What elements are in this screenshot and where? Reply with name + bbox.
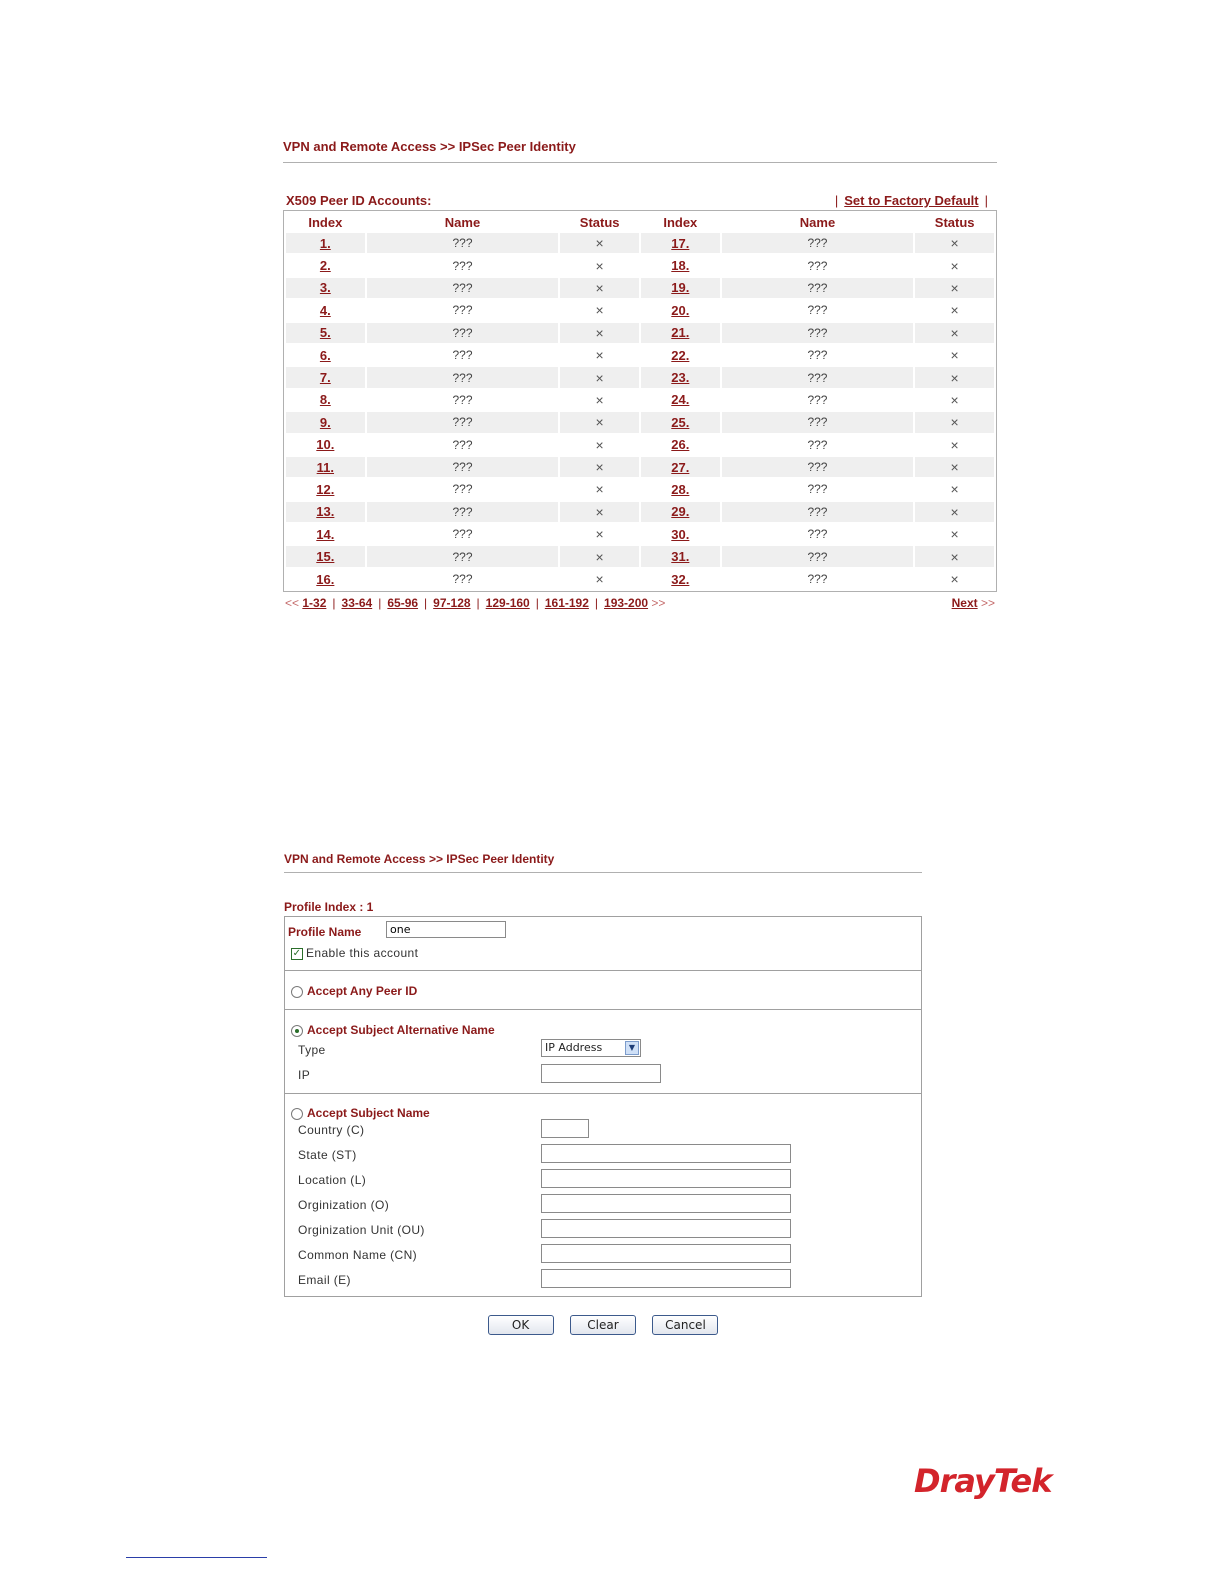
pager-separator: | bbox=[424, 596, 428, 611]
accounts-title: X509 Peer ID Accounts: bbox=[286, 193, 432, 208]
set-factory-default-link[interactable]: Set to Factory Default bbox=[844, 193, 979, 208]
subject-field-label: Orginization Unit (OU) bbox=[298, 1223, 425, 1237]
subject-field-label: Country (C) bbox=[298, 1123, 365, 1137]
peer-id-list-screen bbox=[283, 138, 997, 612]
index-link[interactable]: 22. bbox=[671, 347, 690, 363]
type-select-value: IP Address bbox=[545, 1041, 603, 1054]
page-link[interactable]: 129-160 bbox=[485, 596, 530, 611]
status-icon: × bbox=[560, 546, 639, 566]
index-cell bbox=[286, 367, 365, 387]
index-cell bbox=[641, 300, 720, 320]
enable-account-label: Enable this account bbox=[306, 946, 419, 960]
enable-account-row[interactable] bbox=[291, 946, 418, 960]
index-link[interactable]: 7. bbox=[319, 370, 331, 386]
table-row bbox=[286, 569, 994, 589]
footer-line bbox=[126, 1557, 267, 1558]
name-cell: ??? bbox=[807, 527, 828, 542]
index-cell bbox=[286, 278, 365, 298]
table-row bbox=[286, 524, 994, 544]
name-cell: ??? bbox=[452, 392, 473, 407]
accept-any-radio[interactable] bbox=[291, 986, 303, 998]
status-icon: × bbox=[560, 233, 639, 253]
name-cell: ??? bbox=[452, 437, 473, 452]
name-cell: ??? bbox=[367, 457, 559, 477]
accounts-table bbox=[283, 210, 997, 592]
page-link[interactable]: 97-128 bbox=[433, 596, 471, 611]
name-cell: ??? bbox=[367, 546, 559, 566]
col-header-name-2: Name bbox=[799, 214, 836, 230]
accept-alt-section bbox=[285, 1009, 921, 1093]
status-icon: × bbox=[950, 302, 959, 319]
name-cell: ??? bbox=[452, 348, 473, 363]
index-link[interactable]: 16. bbox=[316, 571, 335, 587]
table-row bbox=[286, 323, 994, 343]
name-cell: ??? bbox=[452, 258, 473, 273]
accept-alt-radio[interactable] bbox=[291, 1025, 303, 1037]
ip-label: IP bbox=[298, 1068, 311, 1082]
accounts-header bbox=[283, 193, 997, 209]
type-select[interactable] bbox=[541, 1039, 641, 1057]
table-row bbox=[286, 367, 994, 387]
clear-button[interactable]: Clear bbox=[570, 1315, 636, 1335]
subject-field-input[interactable] bbox=[541, 1219, 791, 1238]
index-link[interactable]: 1. bbox=[319, 235, 331, 251]
index-cell bbox=[641, 255, 720, 275]
page-link[interactable]: 1-32 bbox=[302, 596, 327, 611]
col-header-index: Index bbox=[308, 214, 343, 230]
index-link[interactable]: 9. bbox=[319, 414, 331, 430]
name-cell: ??? bbox=[722, 502, 914, 522]
status-icon: × bbox=[560, 367, 639, 387]
subject-field-label: Common Name (CN) bbox=[298, 1248, 418, 1262]
status-icon: × bbox=[915, 457, 994, 477]
table-row bbox=[286, 412, 994, 432]
draytek-logo: DrayTek bbox=[914, 1462, 1052, 1500]
index-link[interactable]: 28. bbox=[671, 481, 690, 497]
status-icon: × bbox=[595, 436, 604, 453]
status-icon: × bbox=[595, 526, 604, 543]
index-link[interactable]: 14. bbox=[316, 526, 335, 542]
index-cell bbox=[641, 546, 720, 566]
index-link[interactable]: 31. bbox=[671, 549, 690, 565]
table-row bbox=[286, 233, 994, 253]
page-link[interactable]: 161-192 bbox=[544, 596, 589, 611]
index-cell bbox=[286, 569, 365, 589]
col-header-status: Status bbox=[579, 214, 620, 230]
divider bbox=[283, 162, 997, 163]
name-cell: ??? bbox=[367, 323, 559, 343]
index-link[interactable]: 11. bbox=[316, 459, 335, 475]
index-cell bbox=[286, 390, 365, 410]
name-cell: ??? bbox=[367, 412, 559, 432]
index-link[interactable]: 21. bbox=[671, 325, 690, 341]
name-cell: ??? bbox=[452, 572, 473, 587]
divider-2 bbox=[284, 872, 922, 873]
pager-separator: | bbox=[535, 596, 539, 611]
table-row bbox=[286, 546, 994, 566]
index-link[interactable]: 25. bbox=[671, 414, 690, 430]
ok-button[interactable]: OK bbox=[488, 1315, 554, 1335]
subject-field-row bbox=[288, 1192, 918, 1217]
index-link[interactable]: 15. bbox=[316, 549, 335, 565]
table-row bbox=[286, 345, 994, 365]
index-cell bbox=[641, 524, 720, 544]
col-header-status-2: Status bbox=[934, 214, 975, 230]
profile-edit-screen bbox=[284, 850, 922, 1335]
accept-alt-label: Accept Subject Alternative Name bbox=[307, 1023, 495, 1037]
table-row bbox=[286, 435, 994, 455]
index-cell bbox=[286, 435, 365, 455]
index-link[interactable]: 13. bbox=[316, 504, 335, 520]
status-icon: × bbox=[560, 278, 639, 298]
name-cell: ??? bbox=[367, 278, 559, 298]
subject-field-input[interactable] bbox=[541, 1269, 791, 1288]
accept-subject-section bbox=[285, 1093, 921, 1296]
status-icon: × bbox=[560, 412, 639, 432]
subject-field-input[interactable] bbox=[541, 1144, 791, 1163]
accept-subject-label: Accept Subject Name bbox=[307, 1106, 430, 1120]
name-cell: ??? bbox=[807, 258, 828, 273]
profile-name-label: Profile Name bbox=[288, 925, 362, 939]
chevron-down-icon[interactable]: ▼ bbox=[625, 1041, 639, 1055]
index-cell bbox=[641, 457, 720, 477]
index-link[interactable]: 26. bbox=[671, 437, 690, 453]
index-link[interactable]: 29. bbox=[671, 504, 690, 520]
name-cell: ??? bbox=[722, 412, 914, 432]
name-cell: ??? bbox=[722, 457, 914, 477]
name-cell: ??? bbox=[367, 502, 559, 522]
name-cell: ??? bbox=[807, 348, 828, 363]
index-link[interactable]: 23. bbox=[671, 370, 690, 386]
pager-separator: | bbox=[476, 596, 480, 611]
accept-any-section bbox=[285, 970, 921, 1009]
subject-field-label: Email (E) bbox=[298, 1273, 351, 1287]
index-cell bbox=[286, 323, 365, 343]
type-label: Type bbox=[298, 1043, 326, 1057]
table-row bbox=[286, 457, 994, 477]
profile-name-input[interactable] bbox=[386, 921, 506, 938]
status-icon: × bbox=[560, 323, 639, 343]
index-link[interactable]: 4. bbox=[319, 302, 331, 318]
table-row bbox=[286, 502, 994, 522]
name-cell: ??? bbox=[452, 482, 473, 497]
subject-field-row bbox=[288, 1267, 918, 1292]
enable-account-checkbox[interactable]: ✓ bbox=[292, 947, 302, 959]
index-link[interactable]: 27. bbox=[671, 459, 690, 475]
breadcrumb-2: VPN and Remote Access >> IPSec Peer Identity bbox=[284, 852, 555, 866]
next-page-link[interactable]: Next bbox=[951, 596, 978, 611]
index-cell bbox=[286, 457, 365, 477]
index-link[interactable]: 3. bbox=[319, 280, 331, 296]
factory-default-group: | Set to Factory Default | bbox=[834, 193, 988, 208]
page-link[interactable]: 33-64 bbox=[341, 596, 373, 611]
status-icon: × bbox=[950, 526, 959, 543]
profile-index: Profile Index : 1 bbox=[284, 900, 374, 914]
status-icon: × bbox=[950, 481, 959, 498]
index-link[interactable]: 10. bbox=[316, 437, 335, 453]
name-cell: ??? bbox=[722, 278, 914, 298]
index-cell bbox=[286, 300, 365, 320]
accept-alt-option[interactable] bbox=[291, 1023, 495, 1037]
index-cell bbox=[641, 345, 720, 365]
index-link[interactable]: 24. bbox=[671, 392, 690, 408]
next-arrow: >> bbox=[980, 596, 995, 611]
status-icon: × bbox=[950, 571, 959, 588]
status-icon: × bbox=[915, 323, 994, 343]
index-cell bbox=[286, 255, 365, 275]
status-icon: × bbox=[950, 257, 959, 274]
status-icon: × bbox=[950, 391, 959, 408]
pager-separator: | bbox=[332, 596, 336, 611]
form-buttons bbox=[284, 1315, 922, 1335]
name-cell: ??? bbox=[807, 303, 828, 318]
next-group bbox=[952, 594, 995, 612]
index-cell bbox=[641, 390, 720, 410]
status-icon: × bbox=[915, 233, 994, 253]
status-icon: × bbox=[595, 481, 604, 498]
name-cell: ??? bbox=[722, 546, 914, 566]
status-icon: × bbox=[915, 278, 994, 298]
index-link[interactable]: 17. bbox=[671, 235, 690, 251]
index-cell bbox=[286, 524, 365, 544]
pager-separator: | bbox=[594, 596, 599, 611]
status-icon: × bbox=[915, 546, 994, 566]
name-cell: ??? bbox=[722, 367, 914, 387]
cancel-button[interactable]: Cancel bbox=[652, 1315, 718, 1335]
index-link[interactable]: 20. bbox=[671, 302, 690, 318]
pager-prev-arrow: << bbox=[285, 596, 300, 611]
index-cell bbox=[641, 412, 720, 432]
status-icon: × bbox=[595, 302, 604, 319]
table-row bbox=[286, 300, 994, 320]
name-cell: ??? bbox=[722, 323, 914, 343]
pager bbox=[283, 594, 997, 612]
subject-field-input[interactable] bbox=[541, 1244, 791, 1263]
index-link[interactable]: 8. bbox=[319, 392, 331, 408]
subject-field-row bbox=[288, 1167, 918, 1192]
name-cell: ??? bbox=[367, 367, 559, 387]
name-cell: ??? bbox=[452, 527, 473, 542]
index-cell bbox=[286, 412, 365, 432]
profile-form bbox=[284, 916, 922, 1297]
subject-field-row bbox=[288, 1117, 918, 1142]
index-cell bbox=[641, 323, 720, 343]
table-row bbox=[286, 390, 994, 410]
page-link[interactable]: 65-96 bbox=[387, 596, 419, 611]
index-link[interactable]: 2. bbox=[319, 258, 331, 274]
table-row bbox=[286, 278, 994, 298]
index-cell bbox=[286, 502, 365, 522]
index-cell bbox=[641, 435, 720, 455]
accept-any-option[interactable] bbox=[291, 984, 417, 998]
index-link[interactable]: 19. bbox=[671, 280, 690, 296]
page-links bbox=[285, 594, 665, 612]
status-icon: × bbox=[915, 367, 994, 387]
index-link[interactable]: 32. bbox=[671, 571, 690, 587]
page-link[interactable]: 193-200 bbox=[604, 596, 649, 611]
ip-input[interactable] bbox=[541, 1064, 661, 1083]
index-cell bbox=[641, 479, 720, 499]
accept-any-label: Accept Any Peer ID bbox=[307, 984, 418, 998]
status-icon: × bbox=[950, 347, 959, 364]
status-icon: × bbox=[560, 457, 639, 477]
subject-field-input[interactable] bbox=[541, 1119, 589, 1138]
status-icon: × bbox=[595, 347, 604, 364]
index-cell bbox=[286, 233, 365, 253]
index-cell bbox=[286, 546, 365, 566]
subject-field-input[interactable] bbox=[541, 1169, 791, 1188]
index-link[interactable]: 12. bbox=[316, 481, 335, 497]
name-cell: ??? bbox=[807, 482, 828, 497]
status-icon: × bbox=[915, 412, 994, 432]
table-row bbox=[286, 479, 994, 499]
status-icon: × bbox=[595, 571, 604, 588]
index-cell bbox=[641, 367, 720, 387]
pager-separator: | bbox=[378, 596, 382, 611]
status-icon: × bbox=[595, 391, 604, 408]
col-header-index-2: Index bbox=[663, 214, 698, 230]
breadcrumb: VPN and Remote Access >> IPSec Peer Identity bbox=[283, 139, 576, 154]
col-header-name: Name bbox=[444, 214, 481, 230]
index-link[interactable]: 18. bbox=[671, 258, 690, 274]
name-cell: ??? bbox=[367, 233, 559, 253]
table-header-row bbox=[286, 213, 994, 231]
index-cell bbox=[641, 233, 720, 253]
name-cell: ??? bbox=[807, 437, 828, 452]
index-link[interactable]: 30. bbox=[671, 526, 690, 542]
index-cell bbox=[641, 569, 720, 589]
subject-field-input[interactable] bbox=[541, 1194, 791, 1213]
subject-field-row bbox=[288, 1142, 918, 1167]
table-row bbox=[286, 255, 994, 275]
index-link[interactable]: 5. bbox=[319, 325, 331, 341]
profile-section bbox=[285, 917, 921, 970]
pager-more-arrow: >> bbox=[651, 596, 666, 611]
index-cell bbox=[641, 502, 720, 522]
subject-field-label: State (ST) bbox=[298, 1148, 357, 1162]
status-icon: × bbox=[595, 257, 604, 274]
status-icon: × bbox=[560, 502, 639, 522]
accounts-table-body bbox=[286, 233, 994, 589]
subject-field-label: Location (L) bbox=[298, 1173, 367, 1187]
name-cell: ??? bbox=[807, 392, 828, 407]
status-icon: × bbox=[950, 436, 959, 453]
status-icon: × bbox=[915, 502, 994, 522]
index-link[interactable]: 6. bbox=[319, 347, 331, 363]
index-cell bbox=[286, 479, 365, 499]
subject-field-label: Orginization (O) bbox=[298, 1198, 390, 1212]
name-cell: ??? bbox=[807, 572, 828, 587]
index-cell bbox=[641, 278, 720, 298]
subject-field-row bbox=[288, 1242, 918, 1267]
name-cell: ??? bbox=[452, 303, 473, 318]
name-cell: ??? bbox=[722, 233, 914, 253]
index-cell bbox=[286, 345, 365, 365]
subject-field-row bbox=[288, 1217, 918, 1242]
